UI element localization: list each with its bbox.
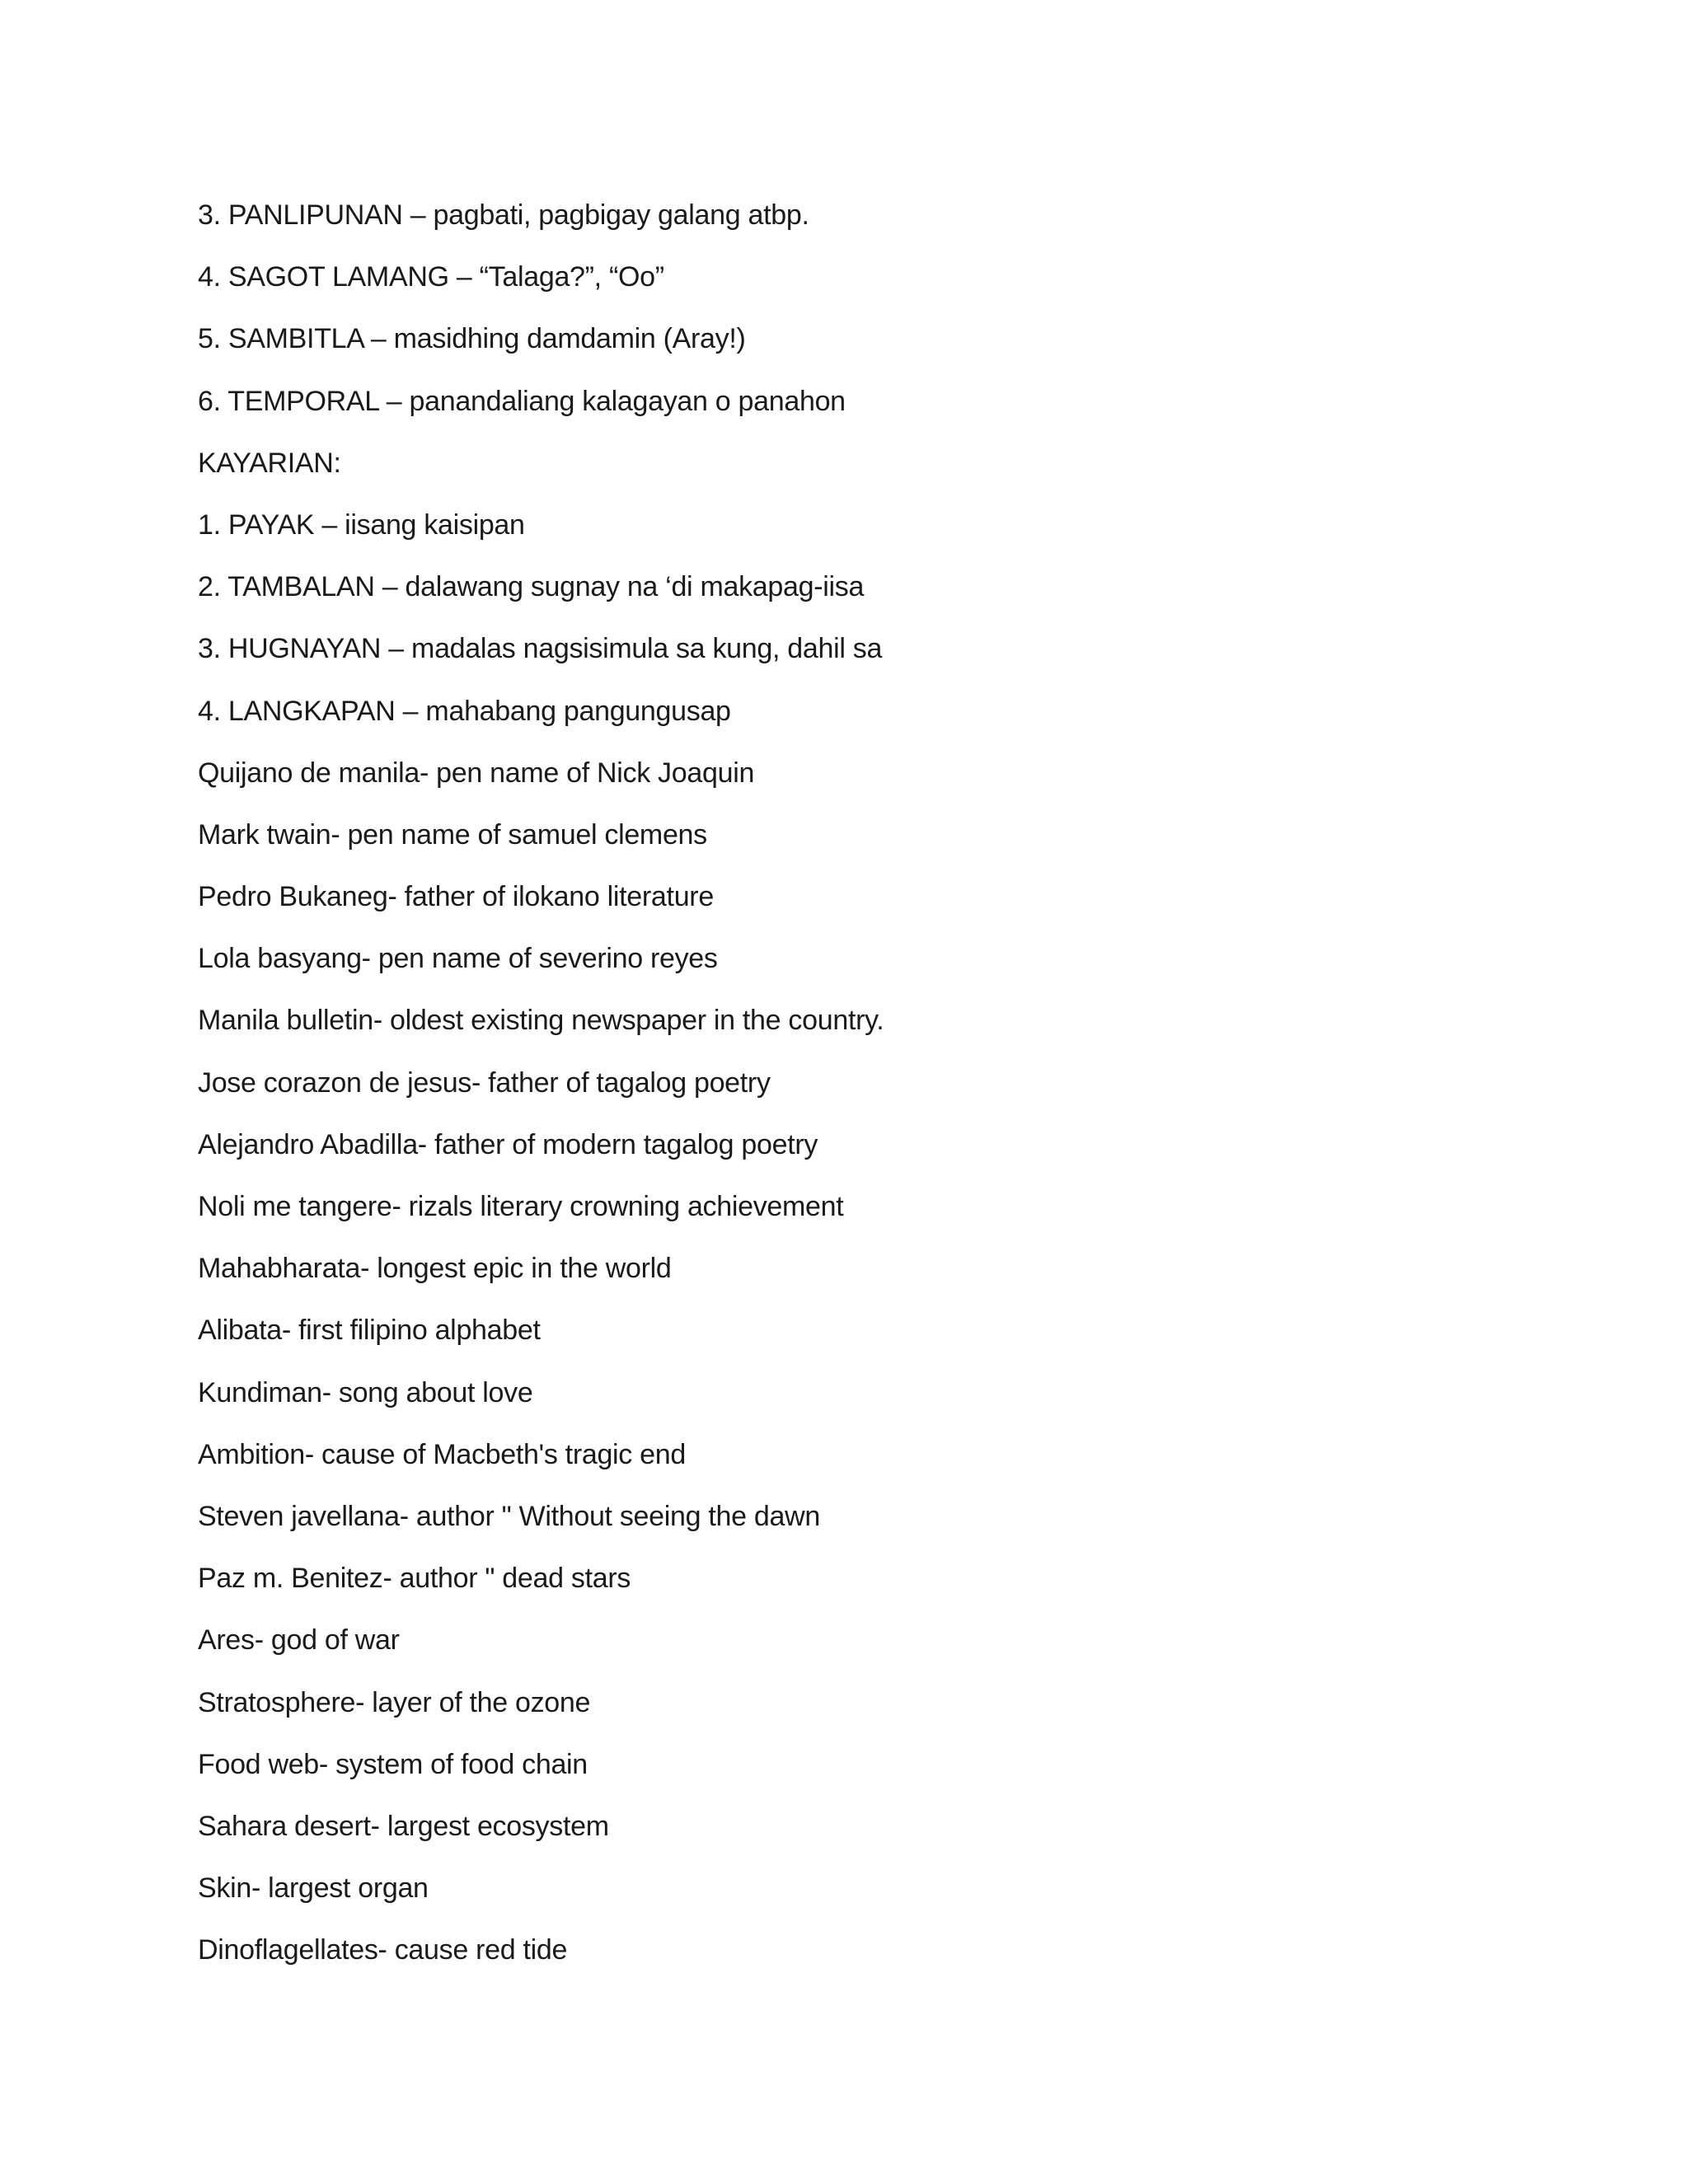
text-line: 6. TEMPORAL – panandaliang kalagayan o panahon [198,385,846,417]
text-line: 1. PAYAK – iisang kaisipan [198,509,525,541]
text-line: Skin- largest organ [198,1872,429,1905]
text-line: Steven javellana- author " Without seeing the dawn [198,1500,820,1532]
text-line: Stratosphere- layer of the ozone [198,1686,591,1718]
text-line: 4. LANGKAPAN – mahabang pangungusap [198,695,731,727]
text-line: 2. TAMBALAN – dalawang sugnay na ‘di makapag-iisa [198,571,865,603]
text-line: 3. HUGNAYAN – madalas nagsisimula sa kung, dahil sa [198,633,883,665]
text-lines [198,192,1599,1989]
text-line: Mark twain- pen name of samuel clemens [198,818,707,851]
text-line: Lola basyang- pen name of severino reyes [198,943,718,975]
text-line: 4. SAGOT LAMANG – “Talaga?”, “Oo” [198,261,664,293]
text-line: 3. PANLIPUNAN – pagbati, pagbigay galang atbp. [198,199,809,231]
text-line: Food web- system of food chain [198,1748,588,1780]
text-line: Paz m. Benitez- author " dead stars [198,1563,631,1595]
text-line: Ares- god of war [198,1624,400,1657]
text-line: Mahabharata- longest epic in the world [198,1253,672,1285]
text-line: Kundiman- song about love [198,1376,533,1408]
text-line: Jose corazon de jesus- father of tagalog poetry [198,1066,771,1099]
text-line: 5. SAMBITLA – masidhing damdamin (Aray!) [198,323,746,355]
text-line: Alibata- first filipino alphabet [198,1315,541,1347]
text-line: Ambition- cause of Macbeth's tragic end [198,1438,686,1470]
section-heading: KAYARIAN: [198,447,341,479]
text-line: Sahara desert- largest ecosystem [198,1810,609,1842]
text-line: Manila bulletin- oldest existing newspaper in the country. [198,1005,884,1037]
text-line: Dinoflagellates- cause red tide [198,1934,568,1966]
text-line: Quijano de manila- pen name of Nick Joaquin [198,757,755,789]
text-line: Pedro Bukaneg- father of ilokano literature [198,881,714,913]
text-line: Noli me tangere- rizals literary crowning achievement [198,1191,844,1222]
text-line: Alejandro Abadilla- father of modern tagalog poetry [198,1128,818,1160]
